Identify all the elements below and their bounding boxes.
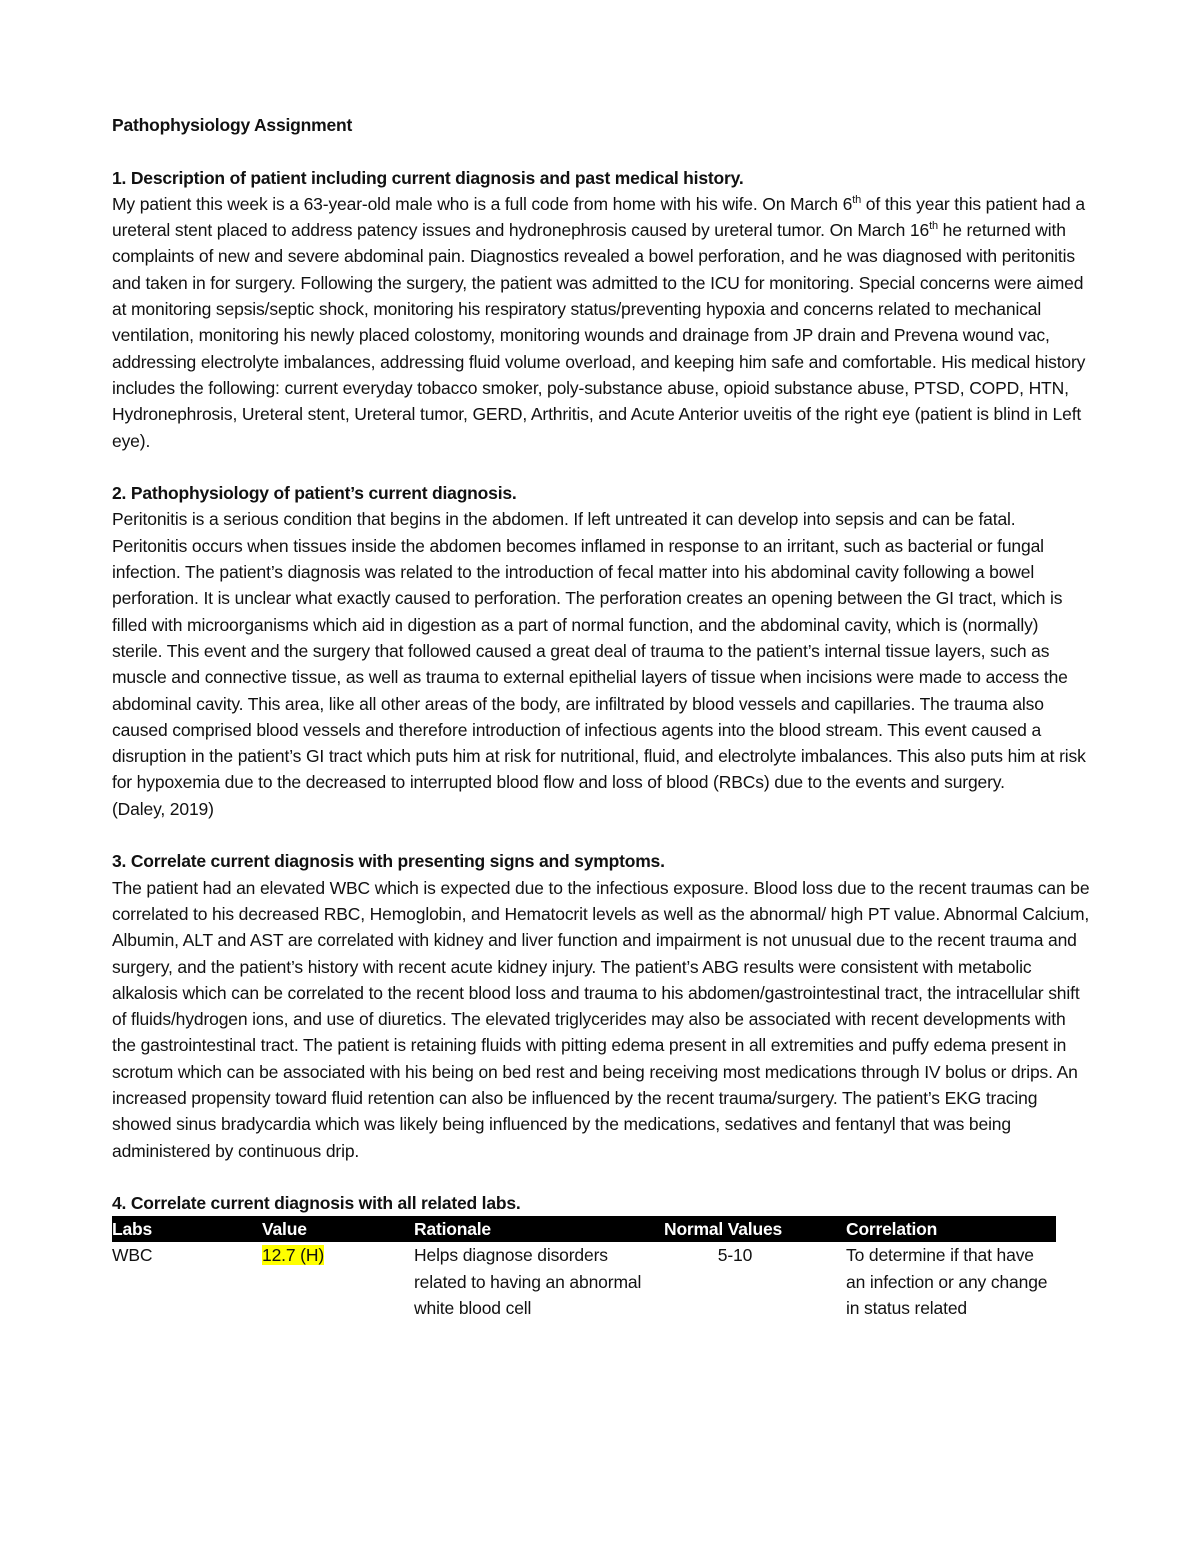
section-2-citation: (Daley, 2019) bbox=[112, 798, 214, 819]
section-4 bbox=[112, 1190, 1090, 1321]
cell-normal-values: 5-10 bbox=[717, 1245, 753, 1266]
section-3-body: The patient had an elevated WBC which is expected due to the infectious exposure. Blood loss due to the recent traumas can be correlated to his decreased RBC, Hemoglobin, and Hematocrit levels as well as the abnormal/ high PT value. Abnormal Calcium, Albumin, ALT and AST are correlated with kidney and liver function and impairment is not unusual due to the recent trauma and surgery, and the patient’s history with recent acute kidney injury. The patient’s ABG results were consistent with metabolic alkalosis which can be correlated to the recent blood loss and trauma to his abdomen/gastrointestinal tract, the intracellular shift of fluids/hydrogen ions, and use of diuretics. The elevated triglycerides may also be associated with recent developments with the gastrointestinal tract. The patient is retaining fluids with pitting edema present in all extremities and puffy edema present in scrotum which can be associated with his being on bed rest and being receiving most medications through IV bolus or drips. An increased propensity toward fluid retention can also be influenced by the recent trauma/surgery. The patient’s EKG tracing showed sinus bradycardia which was likely being influenced by the medications, sedatives and fentanyl that was being administered by continuous drip. bbox=[112, 877, 1090, 1161]
section-4-heading: 4. Correlate current diagnosis with all related labs. bbox=[112, 1193, 521, 1214]
header-correlation: Correlation bbox=[846, 1216, 1056, 1242]
section-1-text-part-3: he returned with complaints of new and severe abdominal pain. Diagnostics revealed a bowel perforation, and he was diagnosed with peritonitis and taken in for surgery. Following the surgery, the patient was admitted to the ICU for monitoring. Special concerns were aimed at monitoring sepsis/septic shock, monitoring his respiratory status/preventing hypoxia and concerns related to mechanical ventilation, monitoring his newly placed colostomy, monitoring wounds and drainage from JP drain and Prevena wound vac, addressing electrolyte imbalances, addressing fluid volume overload, and keeping him safe and comfortable. His medical history includes the following: current everyday tobacco smoker, poly-substance abuse, opioid substance abuse, PTSD, COPD, HTN, Hydronephrosis, Ureteral stent, Ureteral tumor, GERD, Arthritis, and Acute Anterior uveitis of the right eye (patient is blind in Left eye). bbox=[112, 220, 1086, 451]
labs-table-header-row bbox=[112, 1216, 1056, 1242]
labs-table bbox=[112, 1216, 1056, 1321]
table-row bbox=[112, 1242, 1056, 1321]
section-1 bbox=[112, 165, 1090, 454]
section-1-text-part-2: of this year this patient had a ureteral stent placed to address patency issues and hydronephrosis caused by ureteral tumor. On March 16 bbox=[112, 193, 1085, 241]
section-3-heading: 3. Correlate current diagnosis with presenting signs and symptoms. bbox=[112, 851, 665, 872]
header-labs: Labs bbox=[112, 1216, 262, 1242]
cell-value bbox=[262, 1242, 414, 1321]
section-1-heading: 1. Description of patient including current diagnosis and past medical history. bbox=[112, 167, 744, 188]
document-page bbox=[112, 112, 1090, 1321]
section-2-heading: 2. Pathophysiology of patient’s current diagnosis. bbox=[112, 483, 517, 504]
highlighted-value: 12.7 (H) bbox=[262, 1245, 325, 1266]
document-title: Pathophysiology Assignment bbox=[112, 115, 353, 135]
cell-correlation: To determine if that have an infection or any change in status related bbox=[846, 1245, 1048, 1319]
header-rationale: Rationale bbox=[414, 1216, 664, 1242]
section-1-text-part-1: My patient this week is a 63-year-old male who is a full code from home with his wife. On March 6 bbox=[112, 193, 853, 214]
cell-rationale: Helps diagnose disorders related to having an abnormal white blood cell bbox=[414, 1245, 642, 1319]
superscript-th: th bbox=[852, 193, 862, 206]
header-value: Value bbox=[262, 1216, 414, 1242]
cell-lab: WBC bbox=[112, 1245, 153, 1266]
section-2-body: Peritonitis is a serious condition that begins in the abdomen. If left untreated it can develop into sepsis and can be fatal. Peritonitis occurs when tissues inside the abdomen becomes inflamed in response to an irritant, such as bacterial or fungal infection. The patient’s diagnosis was related to the introduction of fecal matter into his abdominal cavity following a bowel perforation. It is unclear what exactly caused to perforation. The perforation creates an opening between the GI tract, which is filled with microorganisms which aid in digestion as a part of normal function, and the abdominal cavity, which is (normally) sterile. This event and the surgery that followed caused a great deal of trauma to the patient’s internal tissue layers, such as muscle and connective tissue, as well as trauma to external epithelial layers of tissue when incisions were made to access the abdominal cavity. This area, like all other areas of the body, are infiltrated by blood vessels and capillaries. The trauma also caused comprised blood vessels and therefore introduction of infectious agents into the blood stream. This event caused a disruption in the patient’s GI tract which puts him at risk for nutritional, fluid, and electrolyte imbalances. This also puts him at risk for hypoxemia due to the decreased to interrupted blood flow and loss of blood (RBCs) due to the events and surgery. bbox=[112, 509, 1086, 793]
section-1-body bbox=[112, 191, 1090, 454]
header-normal-values: Normal Values bbox=[664, 1216, 846, 1242]
superscript-th: th bbox=[929, 220, 938, 233]
section-3 bbox=[112, 848, 1090, 1164]
section-2 bbox=[112, 480, 1090, 822]
